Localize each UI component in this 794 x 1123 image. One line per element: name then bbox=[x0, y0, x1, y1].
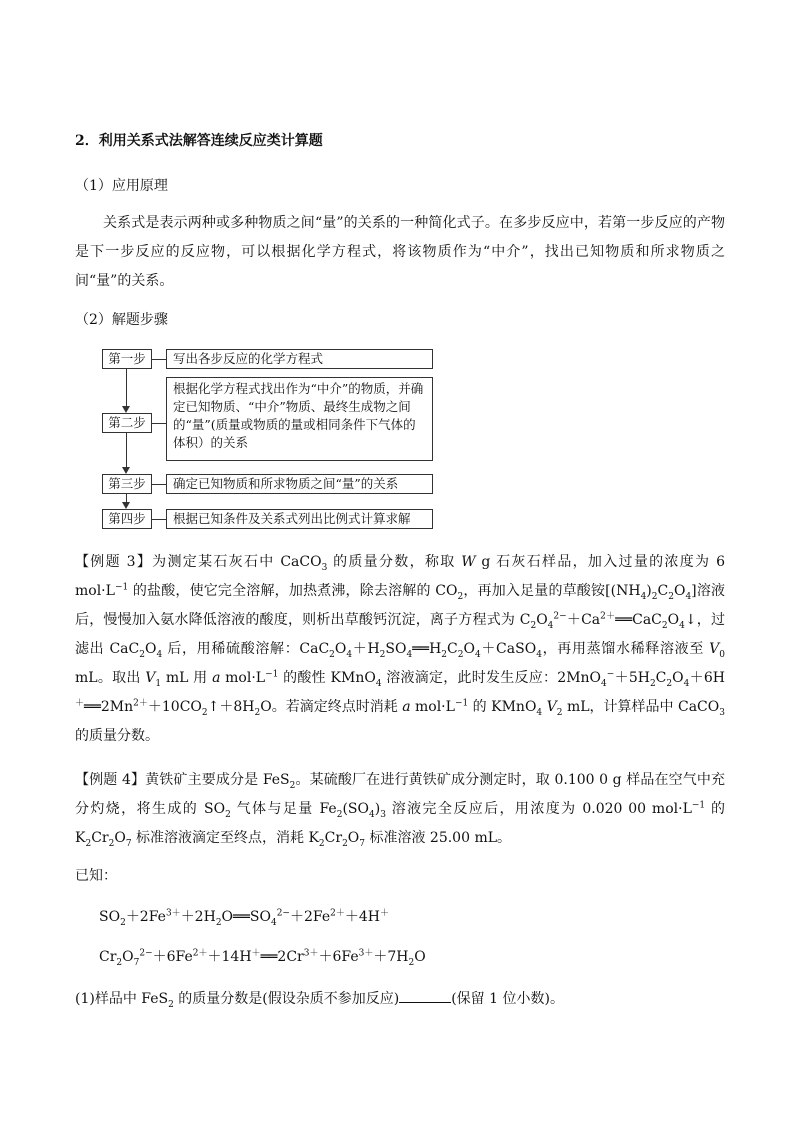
step-4-desc: 根据已知条件及关系式列出比例式计算求解 bbox=[166, 509, 433, 529]
dash-4 bbox=[152, 519, 166, 520]
question-1-text: (保留 1 位小数)。 bbox=[451, 991, 564, 1007]
subheading-principle: （1）应用原理 bbox=[75, 178, 168, 194]
connector-1-2 bbox=[126, 369, 127, 406]
step-2-box: 第二步 bbox=[102, 413, 152, 433]
section-title: 2．利用关系式法解答连续反应类计算题 bbox=[75, 133, 323, 149]
known-label: 已知： bbox=[75, 868, 117, 884]
question-1-text: (1)样品中 FeS bbox=[75, 991, 169, 1007]
arrow-down-icon bbox=[122, 502, 130, 509]
dash-2 bbox=[152, 423, 166, 424]
dash-3 bbox=[152, 484, 166, 485]
step-1-box: 第一步 bbox=[102, 349, 152, 369]
step-1-desc: 写出各步反应的化学方程式 bbox=[166, 349, 433, 369]
connector-3-4 bbox=[126, 494, 127, 502]
connector-2-3 bbox=[126, 433, 127, 467]
question-1: (1)样品中 FeS$_2$ 的质量分数是(假设杂质不参加反应) (保留 1 位小数)。 bbox=[75, 991, 564, 1010]
subheading-steps: （2）解题步骤 bbox=[75, 312, 168, 328]
dash-1 bbox=[152, 359, 166, 360]
arrow-down-icon bbox=[122, 406, 130, 413]
answer-blank[interactable] bbox=[399, 990, 451, 1003]
question-1-text: 的质量分数是(假设杂质不参加反应) bbox=[173, 991, 400, 1007]
example-3-label: 【例题 3】 bbox=[75, 554, 153, 570]
step-3-box: 第三步 bbox=[102, 474, 152, 494]
example-4-problem: 【例题 4】黄铁矿主要成分是 FeS$_2$。某硫酸厂在进行黄铁矿成分测定时，取 0.100 0 g 样品在空气中充分灼烧，将生成的 $SO_2$ 气体与足量 $Fe_2(SO_4)_3$ 溶液完全反应后，用浓度为 0.020 00 $mol\cdot L^{-1}$ 的 $K_2Cr_2O_7$ 标准溶液滴定至终点，消耗 $K_2Cr_2O_7$ 标准溶液 25.00 mL。 bbox=[75, 772, 726, 849]
principle-paragraph: 关系式是表示两种或多种物质之间“量”的关系的一种简化式子。在多步反应中，若第一步反应的产物是下一步反应的反应物，可以根据化学方程式，将该物质作为“中介”，找出已知物质和所求物质之间“量”的关系。 bbox=[75, 215, 725, 289]
step-3-desc: 确定已知物质和所求物质之间“量”的关系 bbox=[166, 474, 433, 494]
example-4-label: 【例题 4】 bbox=[75, 772, 146, 788]
step-4-box: 第四步 bbox=[102, 509, 152, 529]
example-3-problem: 【例题 3】为测定某石灰石中 CaCO$_3$ 的质量分数，称取 W g 石灰石样品，加入过量的浓度为 6 $mol\cdot L^{-1}$ 的盐酸，使它完全溶解，加热煮沸，除去溶解的 $CO_2$，再加入足量的草酸铵$[(NH_4)_2C_2O_4]$溶液后，慢慢加入氨水降低溶液的酸度，则析出草酸钙沉淀，离子方程式为 $C_2O_4^{2-}+Ca^{2+}══CaC_2O_4↓$，过滤出 $CaC_2O_4$ 后，用稀硫酸溶解：$CaC_2O_4+H_2SO_4══H_2C_2O_4+CaSO_4$，再用蒸馏水稀释溶液至 $V_0$ mL。取出 $V_1$ mL 用 a $mol\cdot L^{-1}$ 的酸性 KMnO$_4$ 溶液滴定，此时发生反应：$2MnO_4^-+5H_2C_2O_4+6H^+══2Mn^{2+}+10CO_2↑+8H_2O$。若滴定终点时消耗 a $mol\cdot L^{-1}$ 的 KMnO$_4$ $V_2$ mL，计算样品中 CaCO$_3$ 的质量分数。 bbox=[75, 554, 725, 744]
equation-1: $SO_2+2Fe^{3+}+2H_2O══SO_4^{2-}+2Fe^{2+}+4H^+$ bbox=[99, 908, 389, 928]
arrow-down-icon bbox=[122, 467, 130, 474]
equation-2: $Cr_2O_7^{2-}+6Fe^{2+}+14H^+══2Cr^{3+}+6Fe^{3+}+7H_2O$ bbox=[99, 948, 426, 968]
step-2-desc: 根据化学方程式找出作为“中介”的物质，并确定已知物质、“中介”物质、最终生成物之间的“量”(质量或物质的量或相同条件下气体的体积）的关系 bbox=[166, 377, 433, 461]
